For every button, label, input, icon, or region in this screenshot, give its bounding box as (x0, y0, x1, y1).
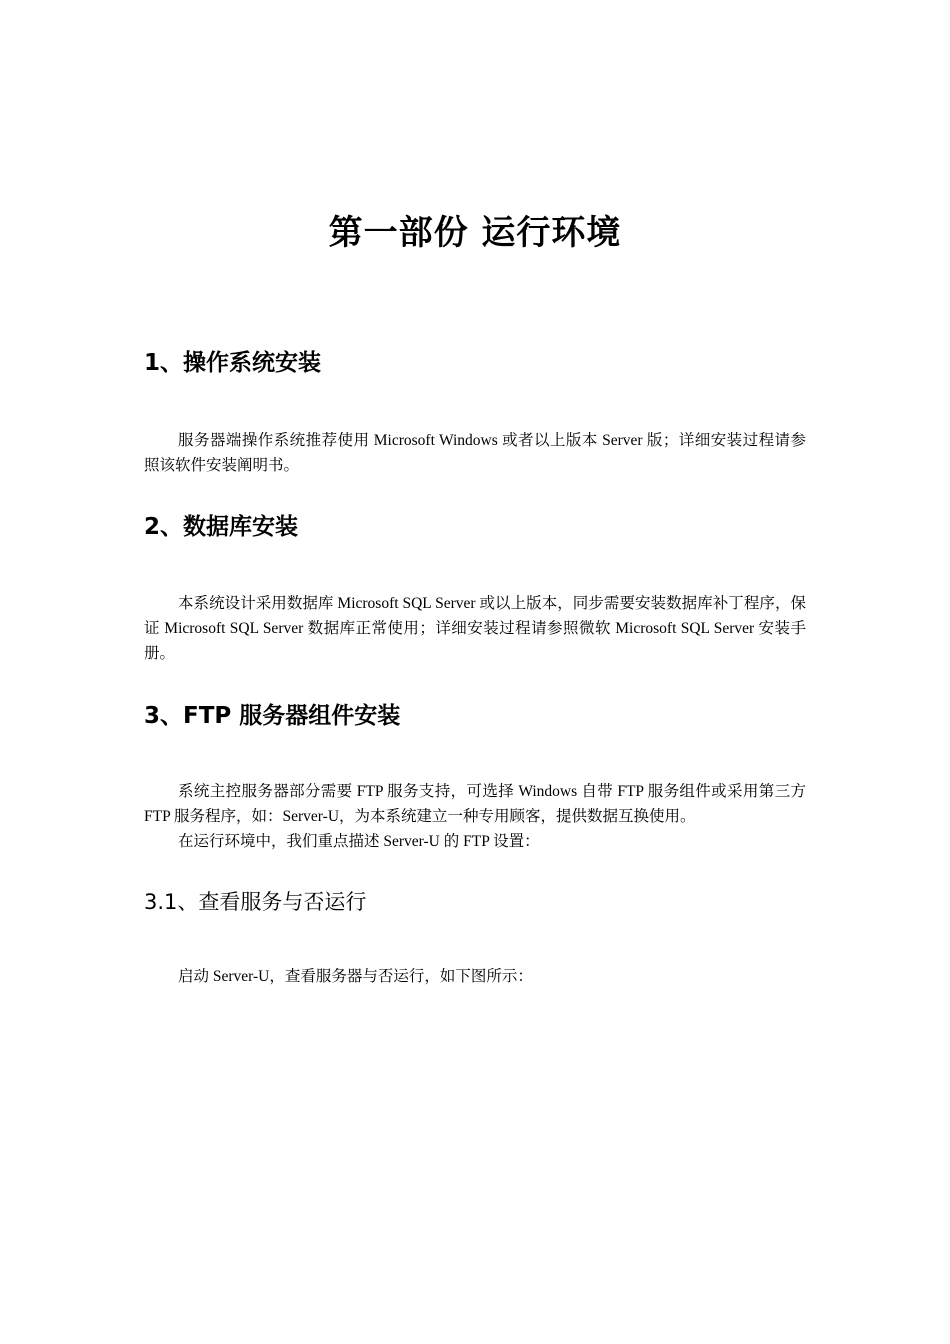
part-title: 第一部份 运行环境 (328, 213, 622, 253)
section-heading-db-install: 2、数据库安装 (144, 514, 299, 540)
section-paragraph-ftp-server-u: 在运行环境中，我们重点描述 Server-U 的 FTP 设置： (178, 833, 540, 850)
section-heading-os-install: 1、操作系统安装 (144, 350, 322, 376)
section-paragraph-os-install: 服务器端操作系统推荐使用 Microsoft Windows 或者以上版本 Server 版；详细安装过程请参照该软件安装阐明书。 (144, 432, 806, 474)
subsection-heading-check-service: 3.1、查看服务与否运行 (144, 890, 367, 914)
section-paragraph-ftp-install: 系统主控服务器部分需要 FTP 服务支持，可选择 Windows 自带 FTP 服务组件或采用第三方 FTP 服务程序，如：Server-U，为本系统建立一种专用顾客，提供数据互换使用。 (144, 783, 806, 825)
subsection-paragraph-check-service: 启动 Server-U，查看服务器与否运行，如下图所示： (178, 968, 533, 985)
section-heading-ftp-install: 3、FTP 服务器组件安装 (144, 703, 401, 729)
section-paragraph-db-install: 本系统设计采用数据库 Microsoft SQL Server 或以上版本，同步需要安装数据库补丁程序，保证 Microsoft SQL Server 数据库正常使用；详细安装过程请参照微软 Microsoft SQL Server 安装手册。 (144, 595, 806, 662)
